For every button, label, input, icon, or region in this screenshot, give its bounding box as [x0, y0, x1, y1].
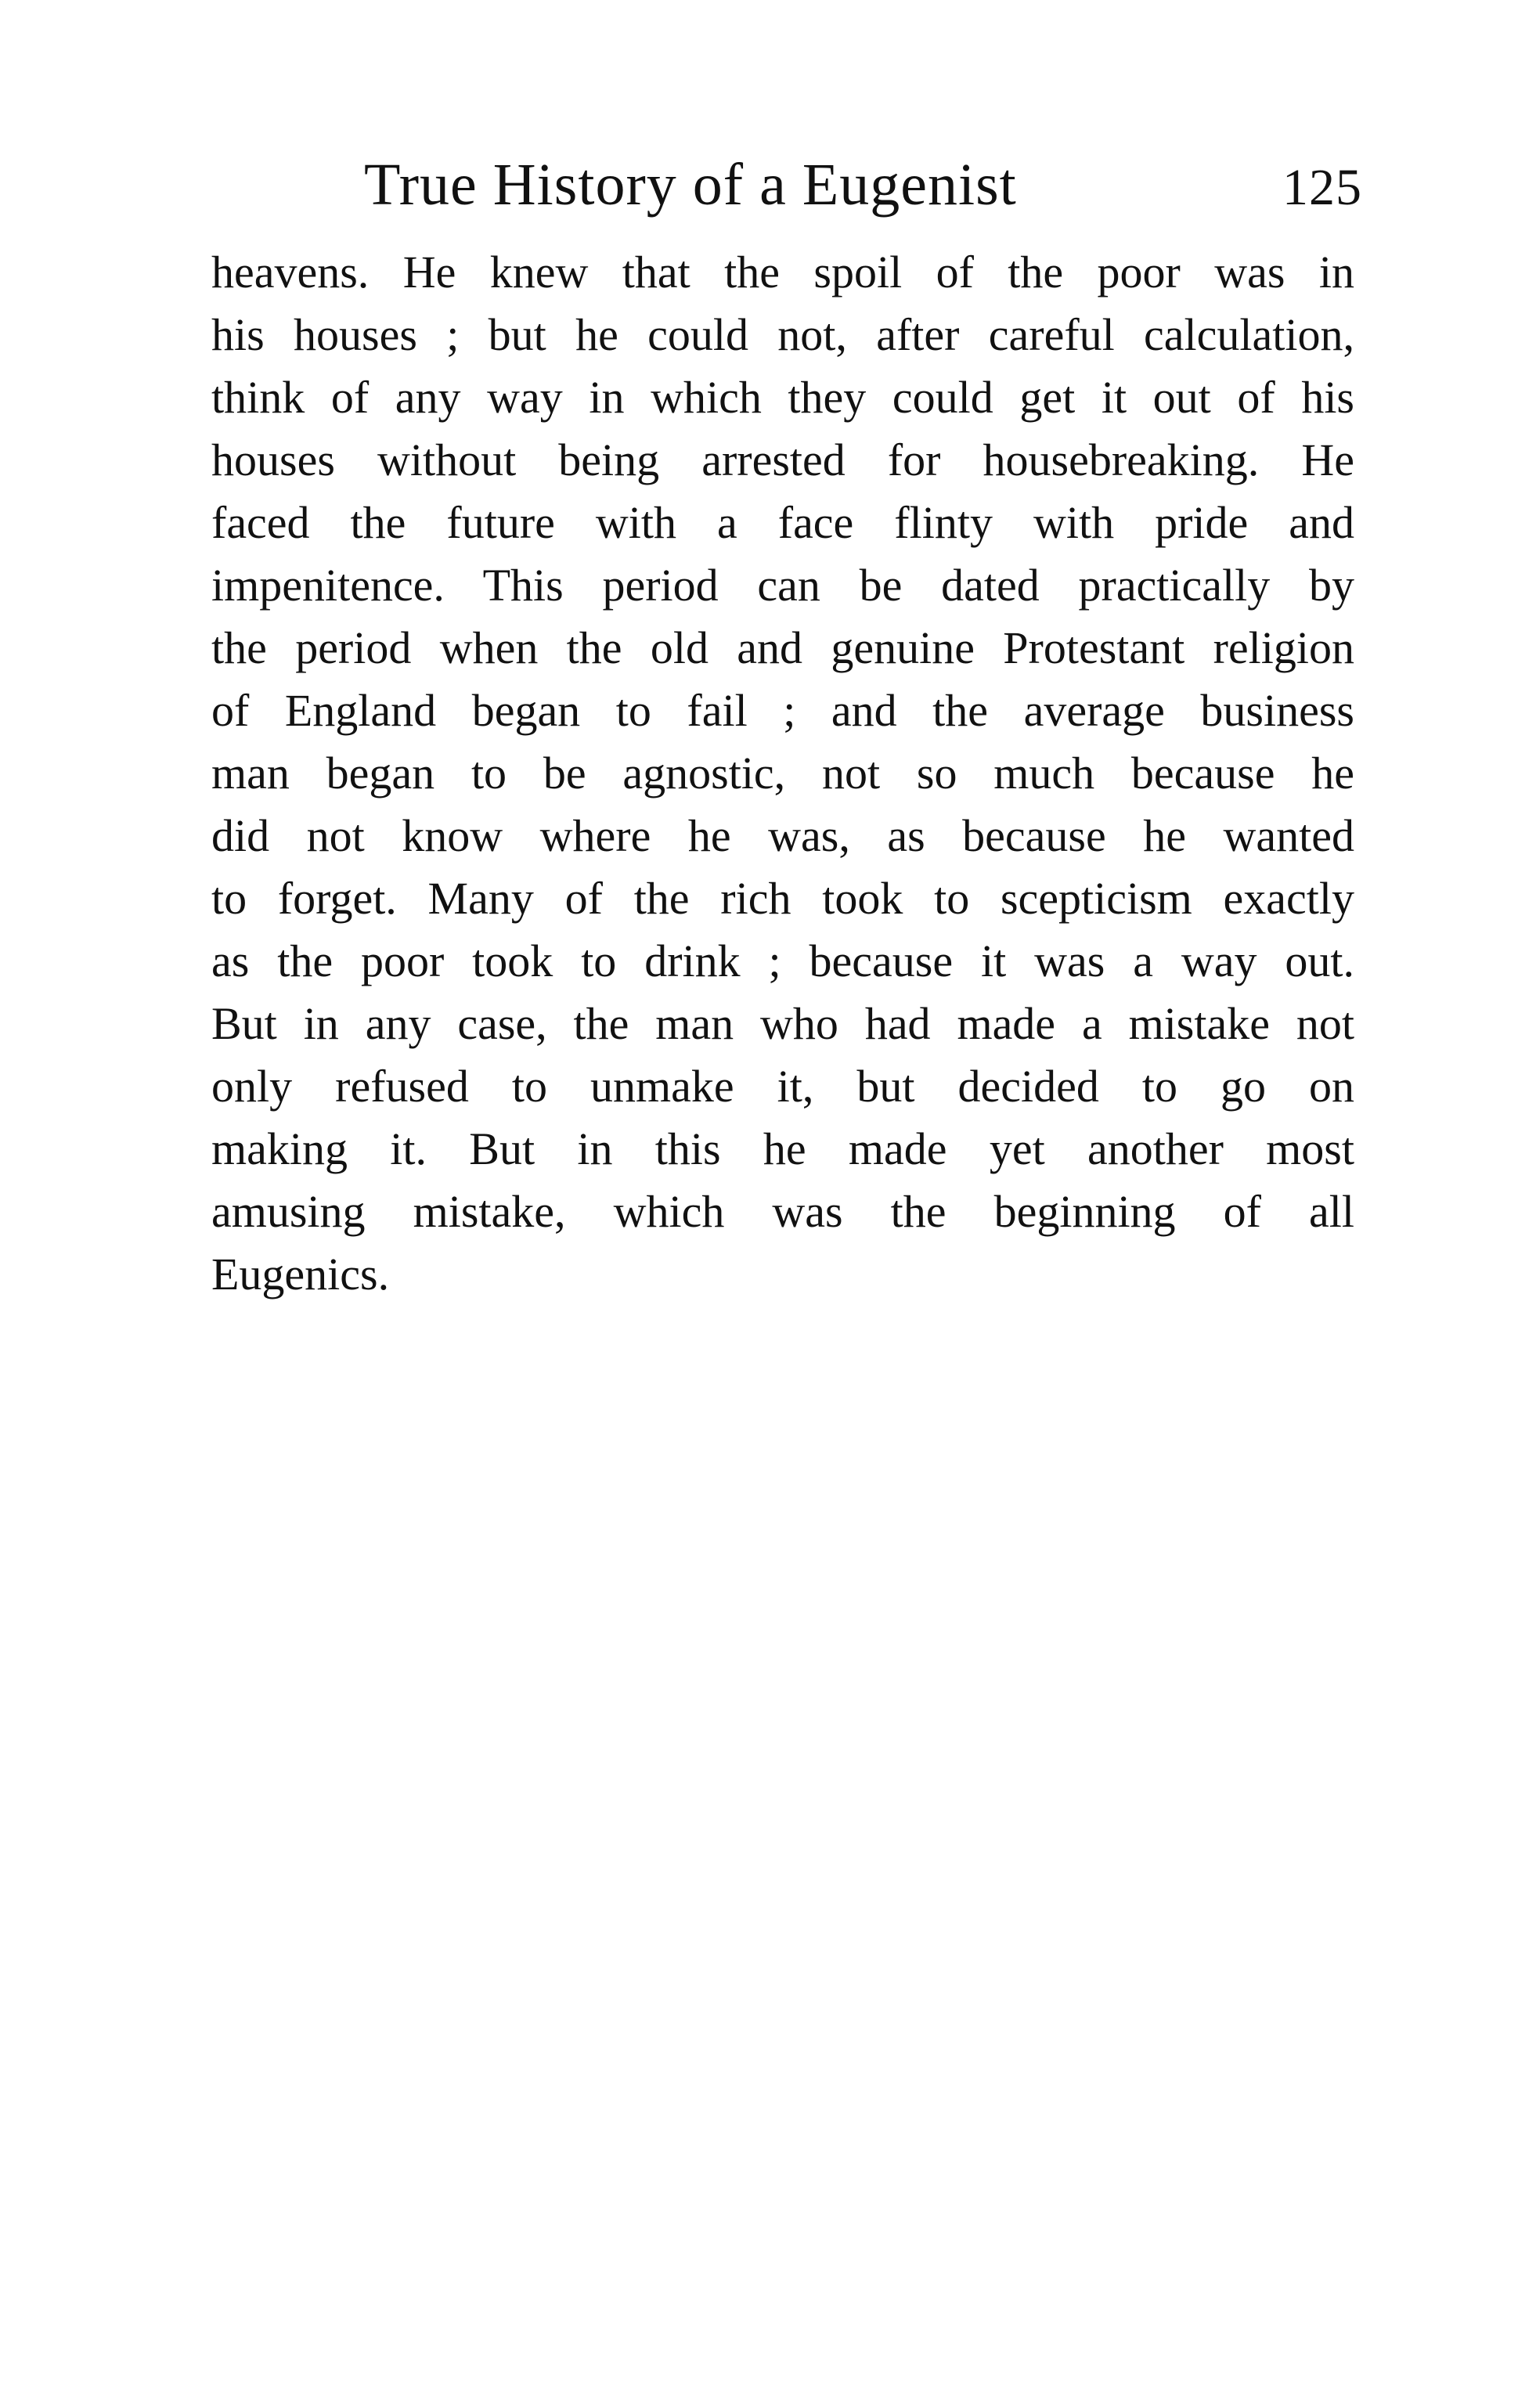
- text-line: the period when the old and genuine Protestant religion: [211, 622, 1354, 673]
- text-line: amusing mistake, which was the beginning of all: [211, 1186, 1354, 1237]
- text-line: of England began to fail ; and the average business: [211, 685, 1354, 736]
- text-line: impenitence. This period can be dated practically by: [211, 560, 1354, 611]
- text-line: man began to be agnostic, not so much because he: [211, 748, 1354, 798]
- text-line: only refused to unmake it, but decided to go on: [211, 1061, 1354, 1112]
- text-line: faced the future with a face flinty with pride and: [211, 497, 1354, 548]
- text-line: as the poor took to drink ; because it was a way out.: [211, 935, 1354, 986]
- body-text: [211, 241, 1354, 1306]
- text-line: making it. But in this he made yet another most: [211, 1123, 1354, 1174]
- text-line: to forget. Many of the rich took to scepticism exactly: [211, 873, 1354, 924]
- text-line: his houses ; but he could not, after careful calculation,: [211, 309, 1354, 360]
- text-line-final: Eugenics.: [211, 1249, 390, 1300]
- text-line: heavens. He knew that the spoil of the poor was in: [211, 247, 1354, 297]
- running-header: [211, 147, 1386, 233]
- text-line: houses without being arrested for housebreaking. He: [211, 434, 1354, 485]
- text-line: But in any case, the man who had made a mistake not: [211, 998, 1354, 1049]
- text-line: think of any way in which they could get it out of his: [211, 372, 1354, 423]
- running-title: True History of a Eugenist: [364, 152, 1017, 218]
- text-line: did not know where he was, as because he wanted: [211, 810, 1354, 861]
- page-number: 125: [1282, 159, 1362, 216]
